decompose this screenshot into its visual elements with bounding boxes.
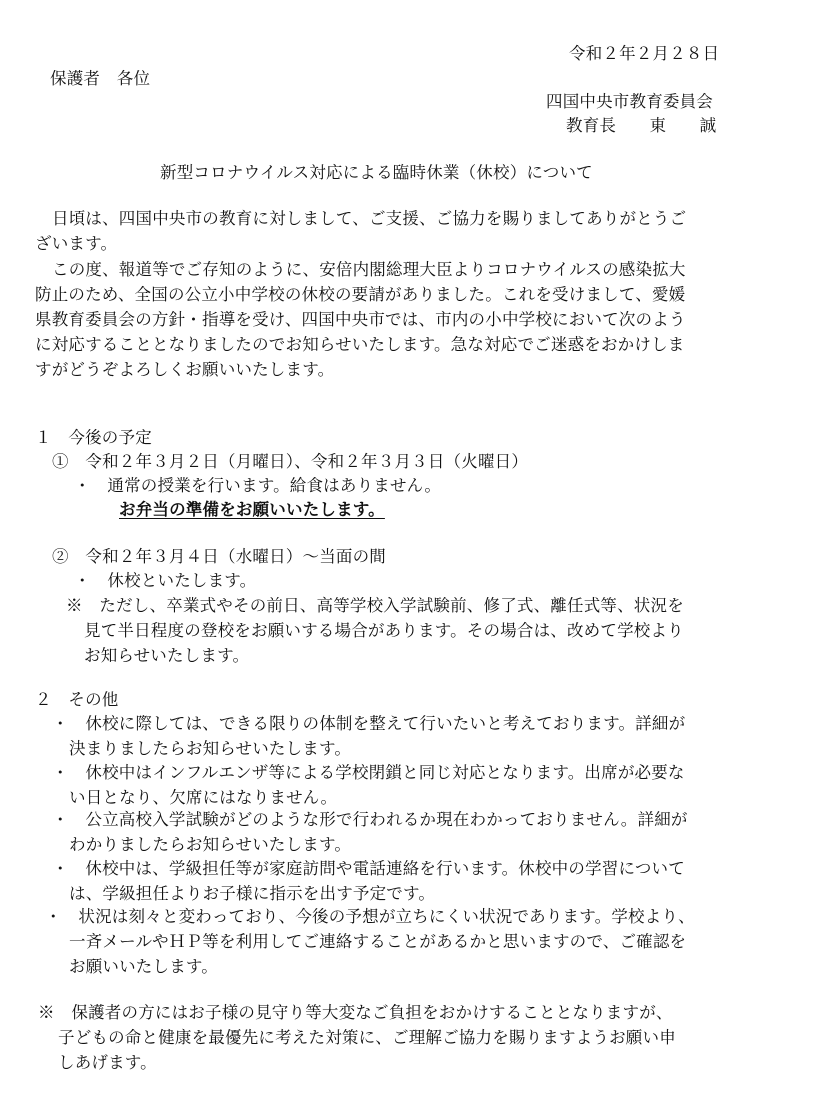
schedule-item-2-bullet: ・ 休校といたします。 — [74, 571, 257, 590]
schedule-note-line: お知らせいたします。 — [84, 646, 250, 665]
section-heading-other: ２ その他 — [35, 690, 119, 709]
other-bullet-line: ・ 状況は刻々と変わっており、今後の予想が立ちにくい状況であります。学校より、 — [45, 907, 695, 926]
closing-note-line: ※ 保護者の方にはお子様の見守り等大変なご負担をおかけすることとなりますが、 — [38, 1003, 673, 1022]
intro-line: 防止のため、全国の公立小中学校の休校の要請がありました。これを受けまして、愛媛 — [35, 285, 686, 304]
other-bullet-line: 一斉メールやＨＰ等を利用してご連絡することがあるかと思いますので、ご確認を — [69, 932, 687, 951]
recipient-line: 保護者 各位 — [50, 69, 151, 88]
schedule-item-1-bullet: ・ 通常の授業を行います。給食はありません。 — [74, 476, 442, 495]
intro-line: 県教育委員会の方針・指導を受け、四国中央市では、市内の小中学校において次のよう — [35, 310, 686, 329]
schedule-item-2-date: ② 令和２年３月４日（水曜日）～当面の間 — [52, 547, 386, 566]
lunch-notice-emphasis: お弁当の準備をお願いいたします。 — [119, 500, 385, 519]
sender-organization: 四国中央市教育委員会 — [546, 92, 713, 111]
closing-note-line: しあげます。 — [58, 1053, 157, 1072]
other-bullet-line: ・ 公立高校入学試験がどのような形で行われるか現在わかっておりません。詳細が — [52, 810, 688, 829]
other-bullet-line: ・ 休校に際しては、できる限りの体制を整えて行いたいと考えております。詳細が — [52, 714, 686, 733]
document-date: 令和２年２月２８日 — [569, 44, 720, 63]
other-bullet-line: ・ 休校中は、学級担任等が家庭訪問や電話連絡を行います。休校中の学習について — [52, 859, 685, 878]
intro-line: に対応することとなりましたのでお知らせいたします。急な対応でご迷惑をおかけしま — [35, 335, 685, 354]
section-heading-schedule: １ 今後の予定 — [35, 428, 152, 447]
schedule-note-line: 見て半日程度の登校をお願いする場合があります。その場合は、改めて学校より — [84, 621, 684, 640]
schedule-item-1-date: ① 令和２年３月２日（月曜日）、令和２年３月３日（火曜日） — [52, 452, 529, 471]
other-bullet-line: ・ 休校中はインフルエンザ等による学校閉鎖と同じ対応となります。出席が必要な — [52, 763, 685, 782]
other-bullet-line: は、学級担任よりお子様に指示を出す予定です。 — [69, 884, 436, 903]
document-title: 新型コロナウイルス対応による臨時休業（休校）について — [160, 163, 593, 182]
other-bullet-line: 決まりましたらお知らせいたします。 — [69, 739, 352, 758]
other-bullet-line: お願いいたします。 — [69, 957, 218, 976]
other-bullet-line: わかりましたらお知らせいたします。 — [69, 835, 352, 854]
closing-note-line: 子どもの命と健康を最優先に考えた対策に、ご理解ご協力を賜りますようお願い申 — [58, 1028, 676, 1047]
sender-name: 教育長 東 誠 — [566, 116, 717, 135]
intro-line: この度、報道等でご存知のように、安倍内閣総理大臣よりコロナウイルスの感染拡大 — [52, 260, 686, 279]
other-bullet-line: い日となり、欠席にはなりません。 — [69, 788, 338, 807]
intro-line: ざいます。 — [35, 234, 118, 253]
intro-line: すがどうぞよろしくお願いいたします。 — [35, 360, 335, 379]
intro-line: 日頃は、四国中央市の教育に対しまして、ご支援、ご協力を賜りましてありがとうご — [52, 209, 687, 228]
schedule-note-line: ※ ただし、卒業式やその前日、高等学校入学試験前、修了式、離任式等、状況を — [66, 596, 684, 615]
